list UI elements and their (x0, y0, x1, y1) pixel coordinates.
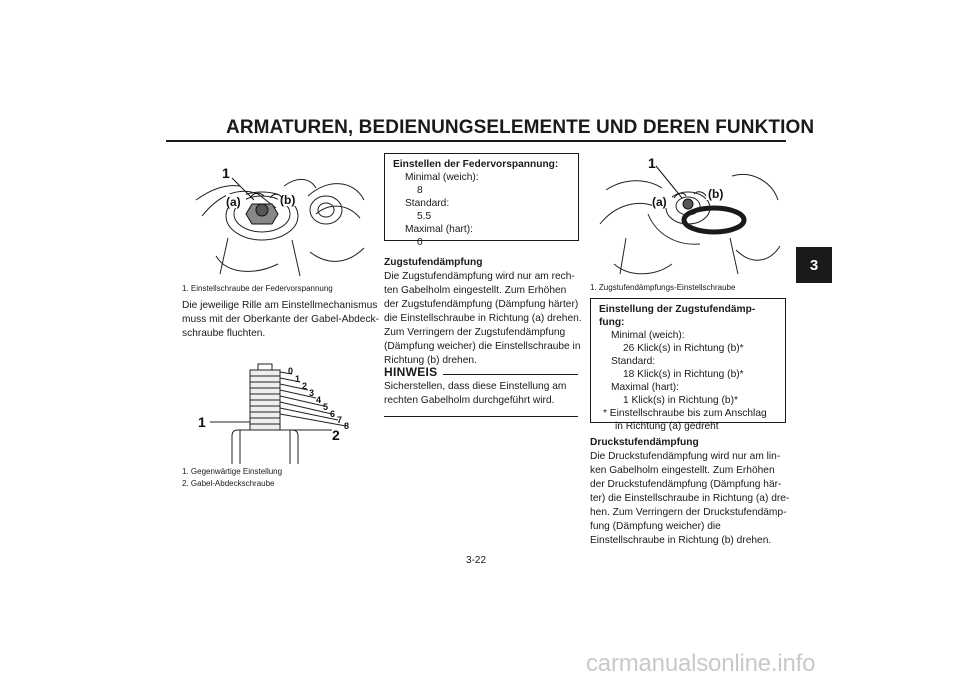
fig2-label-1: 1 (198, 414, 206, 430)
tick-8: 8 (344, 421, 350, 431)
hinweis-label: HINWEIS (384, 365, 438, 379)
rebound-heading: Zugstufendämpfung (384, 257, 483, 268)
watermark: carmanualsonline.info (586, 650, 816, 677)
fig3-label-a: (a) (652, 195, 667, 209)
rebound-adjuster-figure (596, 154, 782, 278)
page-number: 3-22 (466, 555, 487, 566)
tick-4: 4 (316, 395, 322, 405)
preload-settings-box: Einstellen der Federvorspannung: Minimal (weich): 8 Standard: 5.5 Maximal (hart): 0 (384, 153, 579, 241)
fig1-caption: 1. Einstellschraube der Federvorspannung (182, 284, 333, 293)
fork-cap-figure (196, 360, 366, 464)
tick-2: 2 (302, 381, 308, 391)
hinweis-bottom-rule (384, 416, 578, 417)
tick-5: 5 (323, 402, 329, 412)
tick-6: 6 (330, 409, 336, 419)
rebound-settings-box: Einstellung der Zugstufendämp- fung: Minimal (weich): 26 Klick(s) in Richtung (b)* Standard: 18 Klick(s) in Richtung (b)* Maximal (hart): 1 Klick(s) in Richtung (b)* * Einstellschraube bis zum Anschlag in Richtung (a) gedreht (590, 298, 786, 423)
fig3-caption: 1. Zugstufendämpfungs-Einstellschraube (590, 283, 736, 292)
fig1-label-1: 1 (222, 165, 230, 181)
fig2-captions: 1. Gegenwärtige Einstellung 2. Gabel-Abdeckschraube (182, 467, 283, 488)
preload-adjuster-figure (188, 156, 368, 278)
header-rule (166, 140, 786, 142)
hinweis-block: HINWEIS Sicherstellen, dass diese Einstellung am rechten Gabelholm durchgeführt wird. (384, 365, 578, 417)
tick-1: 1 (295, 374, 301, 384)
tick-7: 7 (337, 415, 343, 425)
tick-3: 3 (309, 388, 315, 398)
compression-section: Druckstufendämpfung Die Druckstufendämpfung wird nur am lin- ken Gabelholm eingestellt. Zum Erhöhen der Druckstufendämpfung (Dämpfung här- ter) die Einstellschraube in Richtung (a) dre- hen. Zum Verringern der Druckstufendämp- fung (Dämpfung weicher) die Einstellschraube in Richtung (b) drehen. (590, 437, 790, 546)
fig3-label-b: (b) (708, 187, 724, 201)
fig3-label-1: 1 (648, 155, 656, 171)
fig2-label-2: 2 (332, 427, 340, 443)
compression-heading: Druckstufendämpfung (590, 437, 699, 448)
fig1-label-a: (a) (226, 195, 241, 209)
rebound-section: Zugstufendämpfung Die Zugstufendämpfung wird nur am rech- ten Gabelholm eingestellt. Zum Erhöhen der Zugstufendämpfung (Dämpfung härter) die Einstellschraube in Richtung (a) drehen. Zum Verringern der Zugstufendämpfung (Dämpfung weicher) die Einstellschraube in Richtung (b) drehen. (384, 256, 584, 368)
tick-0: 0 (288, 366, 294, 376)
fig1-label-b: (b) (280, 193, 296, 207)
chapter-tab: 3 (796, 247, 832, 283)
left-paragraph: Die jeweilige Rille am Einstellmechanismus muss mit der Oberkante der Gabel-Abdeck- schraube fluchten. (182, 300, 380, 339)
page-title: ARMATUREN, BEDIENUNGSELEMENTE UND DEREN FUNKTION (226, 117, 815, 138)
